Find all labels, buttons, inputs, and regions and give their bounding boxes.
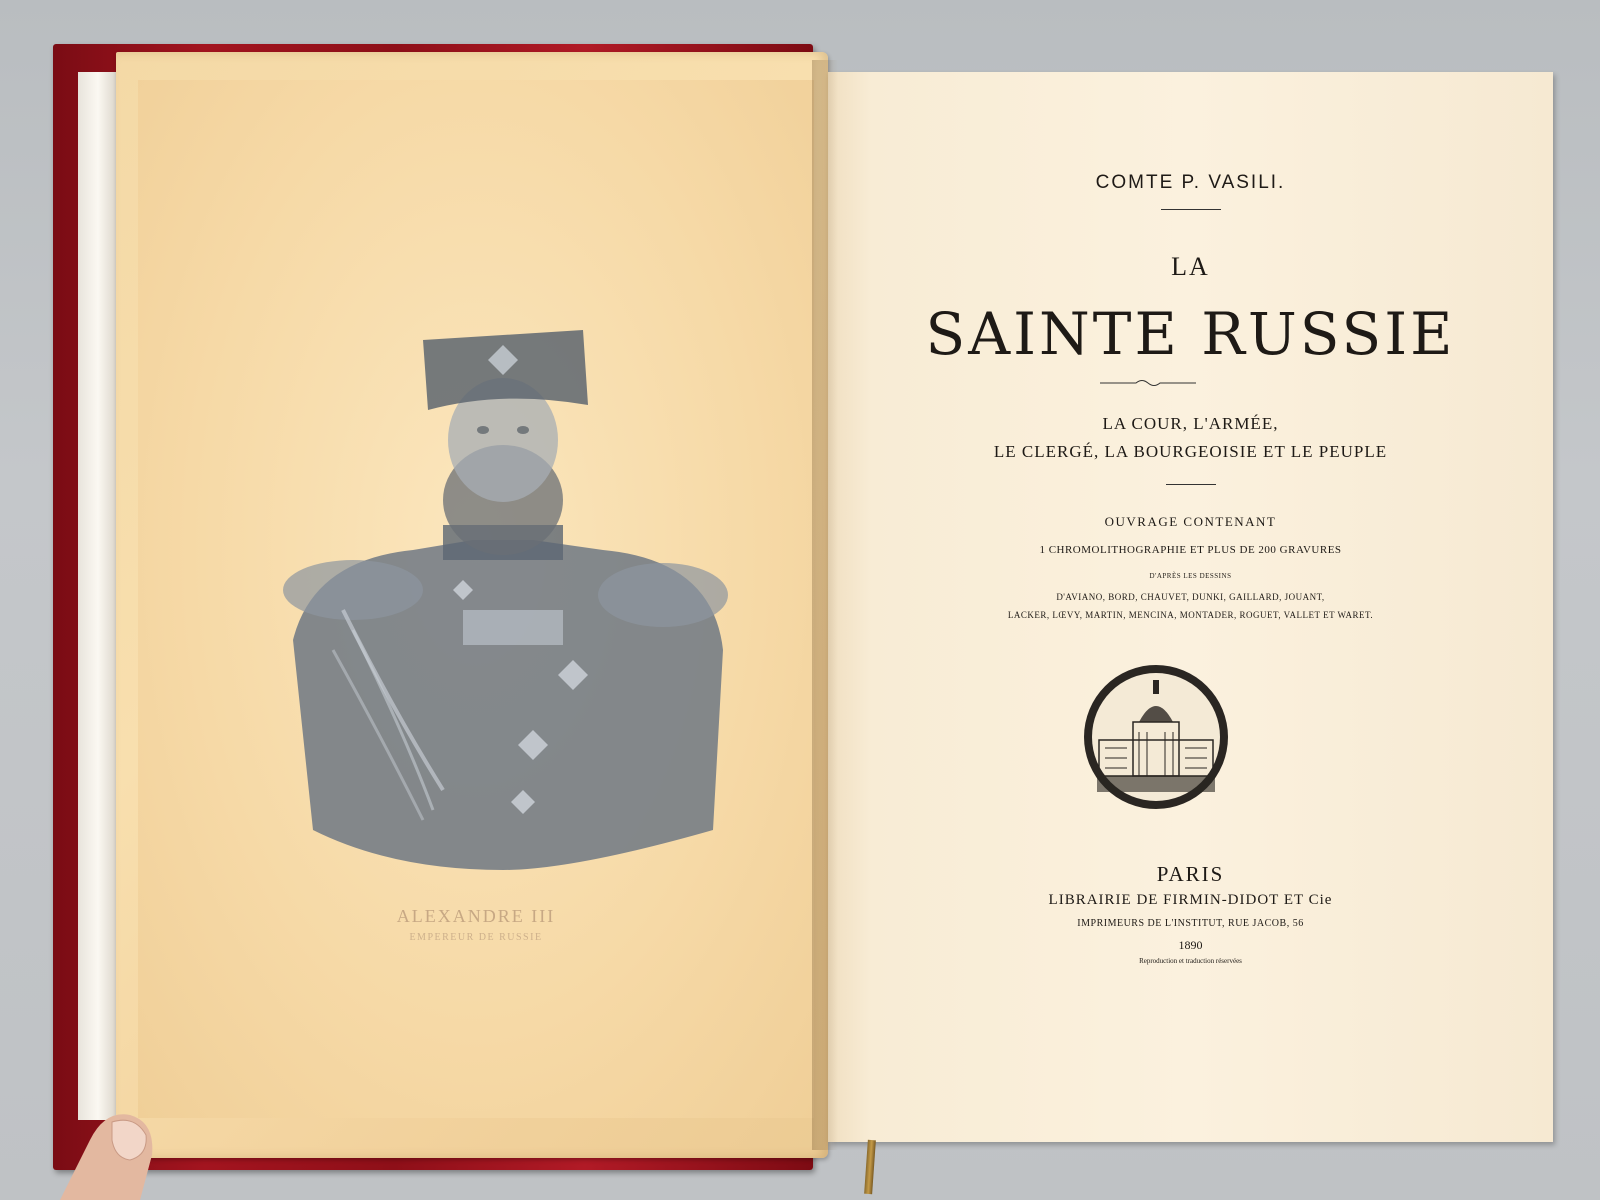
author-rule — [1161, 209, 1221, 210]
artists-line-2: LACKER, LŒVY, MARTIN, MENCINA, MONTADER, ROGUET, VALLET ET WARET. — [1007, 610, 1374, 620]
frontispiece-page[interactable] — [116, 52, 828, 1158]
spine-lining — [78, 72, 118, 1120]
publication-city: PARIS — [1156, 862, 1225, 886]
publisher-name: LIBRAIRIE DE FIRMIN-DIDOT ET Cie — [1048, 892, 1333, 908]
rights-notice: Reproduction et traduction réservées — [1139, 957, 1242, 965]
title-page — [828, 72, 1553, 1142]
printers-line: IMPRIMEURS DE L'INSTITUT, RUE JACOB, 56 — [1077, 918, 1304, 929]
illustrations-line: 1 CHROMOLITHOGRAPHIE ET PLUS DE 200 GRAVURES — [1039, 544, 1342, 556]
title-article: LA — [1171, 252, 1210, 281]
tissue-guard — [138, 80, 814, 1118]
portrait-caption-name: ALEXANDRE III — [396, 906, 556, 926]
book-title: SAINTE RUSSIE — [925, 300, 1456, 368]
bookmark-ribbon — [864, 1140, 876, 1194]
thumb-icon — [60, 1100, 170, 1200]
artists-line-1: D'AVIANO, BORD, CHAUVET, DUNKI, GAILLARD, JOUANT, — [1056, 592, 1325, 602]
subtitle-rule — [1166, 484, 1216, 485]
publisher-medallion-icon — [1081, 662, 1231, 812]
ornament-divider — [1100, 378, 1196, 388]
dapres-line: D'APRÈS LES DESSINS — [1149, 572, 1232, 580]
page-gutter — [812, 60, 838, 1150]
portrait-caption-subtitle: EMPEREUR DE RUSSIE — [409, 932, 543, 943]
subtitle-line-2: LE CLERGÉ, LA BOURGEOISIE ET LE PEUPLE — [993, 442, 1388, 461]
publication-year: 1890 — [1178, 938, 1203, 952]
ouvrage-line: OUVRAGE CONTENANT — [1104, 514, 1277, 529]
author-line: COMTE P. VASILI. — [1095, 172, 1286, 193]
subtitle-line-1: LA COUR, L'ARMÉE, — [1102, 414, 1279, 433]
portrait-engraving — [273, 310, 733, 870]
